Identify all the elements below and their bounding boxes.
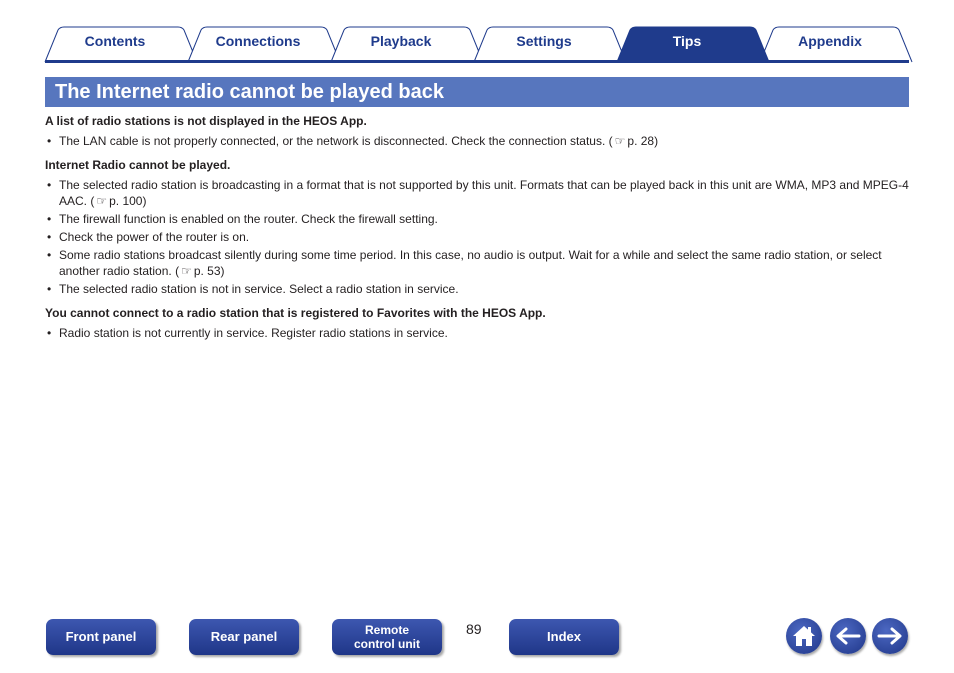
- section-heading: A list of radio stations is not displayed in the HEOS App.: [45, 114, 367, 128]
- tab-appendix[interactable]: Appendix: [798, 33, 862, 49]
- home-icon: [791, 624, 817, 648]
- title-bar: [45, 77, 909, 107]
- tab-contents[interactable]: Contents: [84, 33, 146, 49]
- arrow-left-icon: [835, 626, 861, 646]
- tab-bar: [0, 0, 954, 64]
- list-item: [45, 325, 909, 341]
- page-reference-icon: ☞: [181, 264, 192, 278]
- page-reference-link[interactable]: p. 53): [193, 264, 225, 278]
- forward-button[interactable]: [872, 618, 908, 654]
- bullet-icon: •: [47, 178, 52, 192]
- front-panel-button[interactable]: Front panel: [46, 619, 156, 655]
- section-station-list: [45, 114, 909, 149]
- page-title: The Internet radio cannot be played back: [55, 81, 444, 103]
- item-text: Check the power of the router is on.: [59, 230, 250, 244]
- list-item: [45, 133, 909, 149]
- list-item: [45, 281, 909, 297]
- bullet-icon: •: [47, 230, 52, 244]
- back-button[interactable]: [830, 618, 866, 654]
- tab-playback[interactable]: Playback: [370, 33, 432, 49]
- bullet-list: [45, 325, 909, 341]
- bullet-icon: •: [47, 282, 52, 296]
- arrow-right-icon: [877, 626, 903, 646]
- rear-panel-button[interactable]: Rear panel: [189, 619, 299, 655]
- tab-settings[interactable]: Settings: [516, 33, 572, 49]
- item-text: The LAN cable is not properly connected, or the network is disconnected. Check the connection status. (: [59, 134, 613, 148]
- bullet-icon: •: [47, 248, 52, 262]
- section-radio-not-played: [45, 158, 909, 297]
- content: [45, 114, 909, 350]
- bullet-icon: •: [47, 134, 52, 148]
- bullet-icon: •: [47, 212, 52, 226]
- page-reference-icon: ☞: [614, 134, 626, 148]
- home-button[interactable]: [786, 618, 822, 654]
- bullet-list: [45, 133, 909, 149]
- item-text: Some radio stations broadcast silently during some time period. In this case, no audio is output. Wait for a while and select the same radio station, or select another radio station. (: [59, 248, 882, 278]
- item-text: The firewall function is enabled on the router. Check the firewall setting.: [59, 212, 438, 226]
- item-text: The selected radio station is not in service. Select a radio station in service.: [59, 282, 459, 296]
- page-reference-link[interactable]: p. 28): [627, 134, 659, 148]
- bullet-icon: •: [47, 326, 52, 340]
- section-favorites: [45, 306, 909, 341]
- tab-shapes: [0, 0, 954, 64]
- list-item: [45, 247, 909, 279]
- index-button[interactable]: Index: [509, 619, 619, 655]
- section-heading: Internet Radio cannot be played.: [45, 158, 231, 172]
- list-item: [45, 229, 909, 245]
- item-text: Radio station is not currently in service. Register radio stations in service.: [59, 326, 448, 340]
- page-number: 89: [466, 621, 482, 637]
- list-item: [45, 177, 909, 209]
- section-heading: You cannot connect to a radio station that is registered to Favorites with the HEOS App.: [45, 306, 546, 320]
- item-text: The selected radio station is broadcasting in a format that is not supported by this unit. Formats that can be played back in this unit are WMA, MP3 and MPEG-4 AAC. (: [59, 178, 909, 208]
- bullet-list: [45, 177, 909, 297]
- page-reference-icon: ☞: [96, 194, 108, 208]
- remote-control-unit-button[interactable]: Remote control unit: [332, 619, 442, 655]
- list-item: [45, 211, 909, 227]
- tab-connections[interactable]: Connections: [215, 33, 301, 49]
- tab-tips[interactable]: Tips: [672, 33, 702, 49]
- page-reference-link[interactable]: p. 100): [109, 194, 147, 208]
